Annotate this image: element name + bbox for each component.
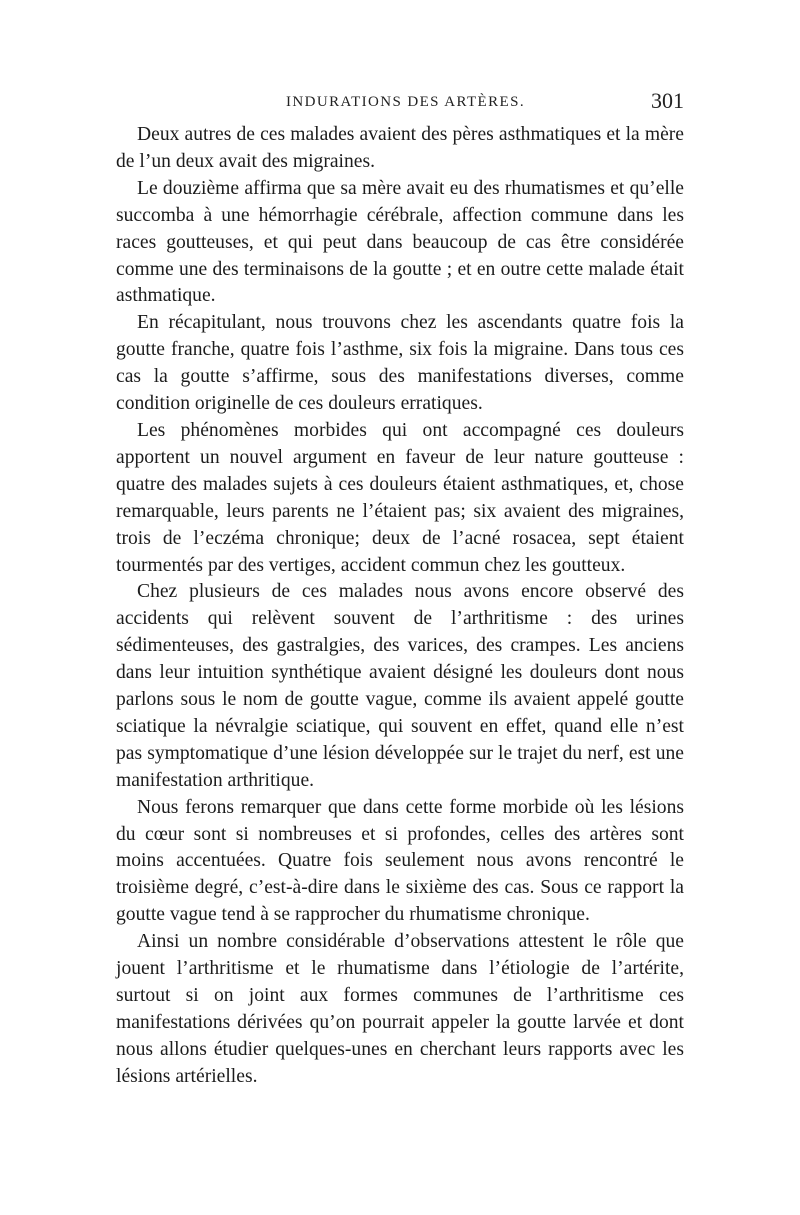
paragraph: Le douzième affirma que sa mère avait eu des rhumatismes et qu’elle succomba à une hémorrhagie cérébrale, affection commune dans les races goutteuses, et qui peut dans beaucoup de cas être considérée comme une des terminaisons de la goutte ; et en outre cette malade était asthmatique.	[116, 177, 684, 307]
running-title: INDURATIONS DES ARTÈRES.	[286, 94, 525, 110]
paragraph: Les phénomènes morbides qui ont accompagné ces douleurs apportent un nouvel argument en faveur de leur nature goutteuse : quatre des malades sujets à ces douleurs étaient asthmatiques, et, chose remarquable, leurs parents ne l’étaient pas; six avaient des migraines, trois de l’eczéma chronique; deux de l’acné rosacea, sept étaient tourmentés par des vertiges, accident commun chez les goutteux.	[116, 419, 684, 576]
body-text	[116, 122, 684, 1091]
paragraph: Nous ferons remarquer que dans cette forme morbide où les lésions du cœur sont si nombreuses et si profondes, celles des artères sont moins accentuées. Quatre fois seulement nous avons rencontré le troisième degré, c’est-à-dire dans le sixième des cas. Sous ce rapport la goutte vague tend à se rapprocher du rhumatisme chronique.	[116, 796, 684, 926]
paragraph: Deux autres de ces malades avaient des pères asthmatiques et la mère de l’un deux avait des migraines.	[116, 124, 684, 172]
page-header	[116, 88, 684, 122]
book-page	[116, 88, 684, 1091]
paragraph: Chez plusieurs de ces malades nous avons encore observé des accidents qui relèvent souvent de l’arthritisme : des urines sédimenteuses, des gastralgies, des varices, des crampes. Les anciens dans leur intuition synthétique avaient désigné les douleurs dont nous parlons sous le nom de goutte vague, comme ils avaient appelé goutte sciatique la névralgie sciatique, qui souvent en effet, quand elle n’est pas symptomatique d’une lésion développée sur le trajet du nerf, est une manifestation arthritique.	[116, 581, 684, 791]
paragraph: Ainsi un nombre considérable d’observations attestent le rôle que jouent l’arthritisme et le rhumatisme dans l’étiologie de l’artérite, surtout si on joint aux formes communes de l’arthritisme ces manifestations dérivées qu’on pourrait appeler la goutte larvée et dont nous allons étudier quelques-unes en cherchant leurs rapports avec les lésions artérielles.	[116, 931, 684, 1087]
paragraph: En récapitulant, nous trouvons chez les ascendants quatre fois la goutte franche, quatre fois l’asthme, six fois la migraine. Dans tous ces cas la goutte s’affirme, sous des manifestations diverses, comme condition originelle de ces douleurs erratiques.	[116, 312, 684, 415]
page-number: 301	[651, 88, 684, 113]
